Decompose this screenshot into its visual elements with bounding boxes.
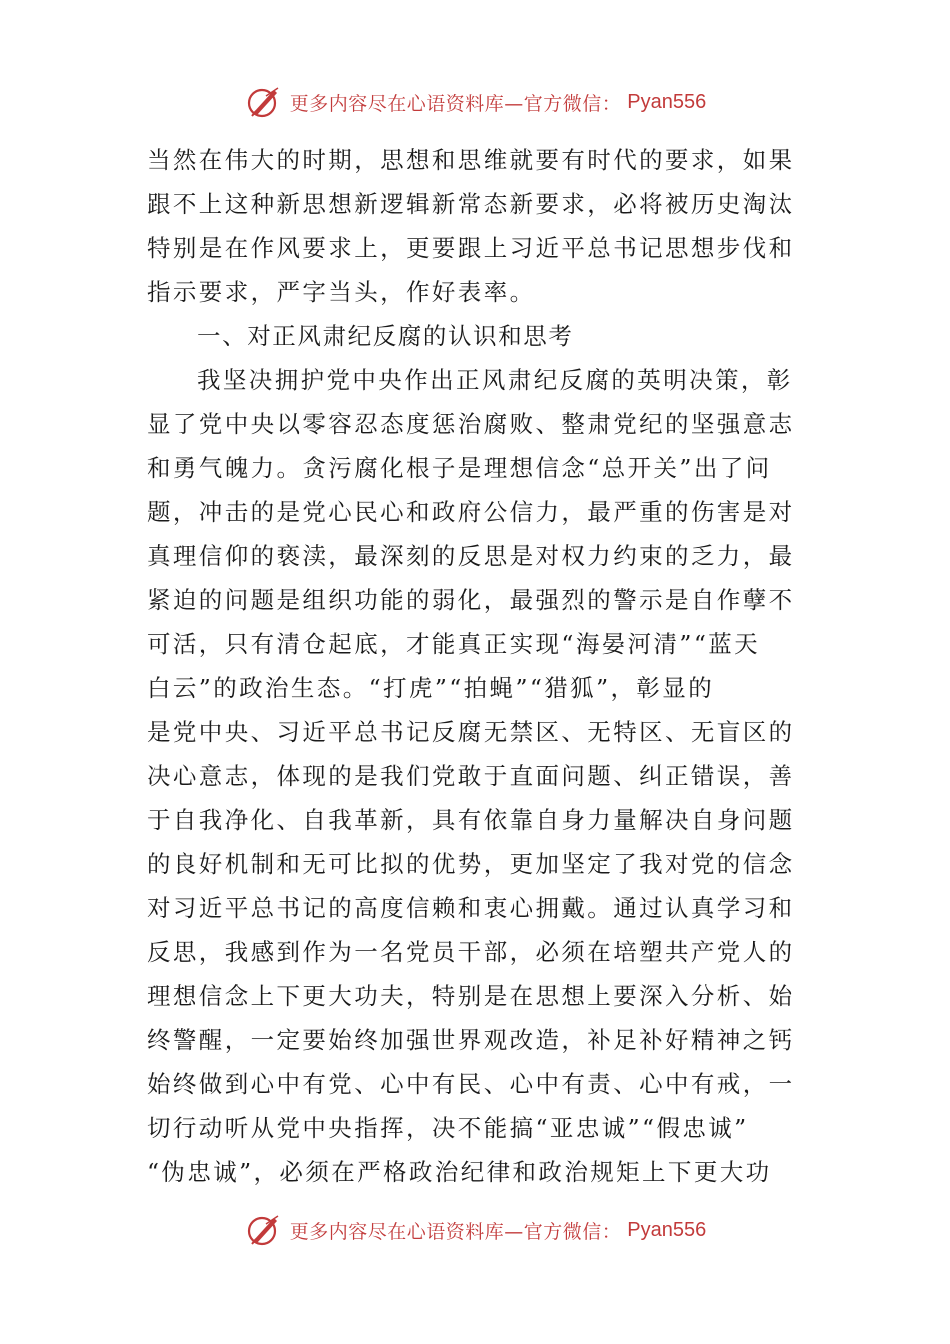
text-line: 对习近平总书记的高度信赖和衷心拥戴。通过认真学习和 (147, 894, 795, 922)
text-line: 是党中央、习近平总书记反腐无禁区、无特区、无盲区的 (147, 718, 795, 746)
section-heading: 一、对正风肃纪反腐的认识和思考 (197, 322, 574, 350)
text-line: 于自我净化、自我革新，具有依靠自身力量解决自身问题 (147, 806, 795, 834)
quill-pen-logo-icon (244, 1210, 284, 1250)
header-watermark (0, 80, 950, 124)
text-line: 反思，我感到作为一名党员干部，必须在培塑共产党人的 (147, 938, 795, 966)
watermark-text: 更多内容尽在心语资料库—官方微信： (289, 92, 622, 115)
footer-watermark (0, 1208, 950, 1252)
text-line: 我坚决拥护党中央作出正风肃纪反腐的英明决策，彰 (197, 366, 793, 394)
text-line: 紧迫的问题是组织功能的弱化，最强烈的警示是自作孽不 (147, 586, 795, 614)
watermark-handle: Pyan556 (627, 90, 707, 113)
text-line: 显了党中央以零容忍态度惩治腐败、整肃党纪的坚强意志 (147, 410, 795, 438)
text-line: 和勇气魄力。贪污腐化根子是理想信念“总开关”出了问 (147, 454, 772, 482)
text-line: 切行动听从党中央指挥，决不能搞“亚忠诚”“假忠诚” (147, 1114, 749, 1142)
text-line: 理想信念上下更大功夫，特别是在思想上要深入分析、始 (147, 982, 795, 1010)
text-line: 题，冲击的是党心民心和政府公信力，最严重的伤害是对 (147, 498, 795, 526)
text-line: 可活，只有清仓起底，才能真正实现“海晏河清”“蓝天 (147, 630, 761, 658)
text-line: 始终做到心中有党、心中有民、心中有责、心中有戒，一 (147, 1070, 795, 1098)
text-line: 白云”的政治生态。“打虎”“拍蝇”“猎狐”，彰显的 (147, 674, 715, 702)
watermark-handle: Pyan556 (627, 1218, 707, 1241)
text-line: 的良好机制和无可比拟的优势，更加坚定了我对党的信念 (147, 850, 795, 878)
quill-pen-logo-icon (244, 82, 284, 122)
text-line: 跟不上这种新思想新逻辑新常态新要求，必将被历史淘汰 (147, 190, 795, 218)
text-line: 指示要求，严字当头，作好表率。 (147, 278, 536, 306)
text-line: 真理信仰的亵渎，最深刻的反思是对权力约束的乏力，最 (147, 542, 795, 570)
text-line: 特别是在作风要求上，更要跟上习近平总书记思想步伐和 (147, 234, 795, 262)
text-line: 决心意志，体现的是我们党敢于直面问题、纠正错误，善 (147, 762, 795, 790)
text-line: 终警醒，一定要始终加强世界观改造，补足补好精神之钙 (147, 1026, 795, 1054)
text-line: 当然在伟大的时期，思想和思维就要有时代的要求，如果 (147, 146, 795, 174)
document-body (147, 138, 807, 1194)
watermark-text: 更多内容尽在心语资料库—官方微信： (289, 1220, 622, 1243)
text-line: “伪忠诚”，必须在严格政治纪律和政治规矩上下更大功 (147, 1158, 772, 1186)
